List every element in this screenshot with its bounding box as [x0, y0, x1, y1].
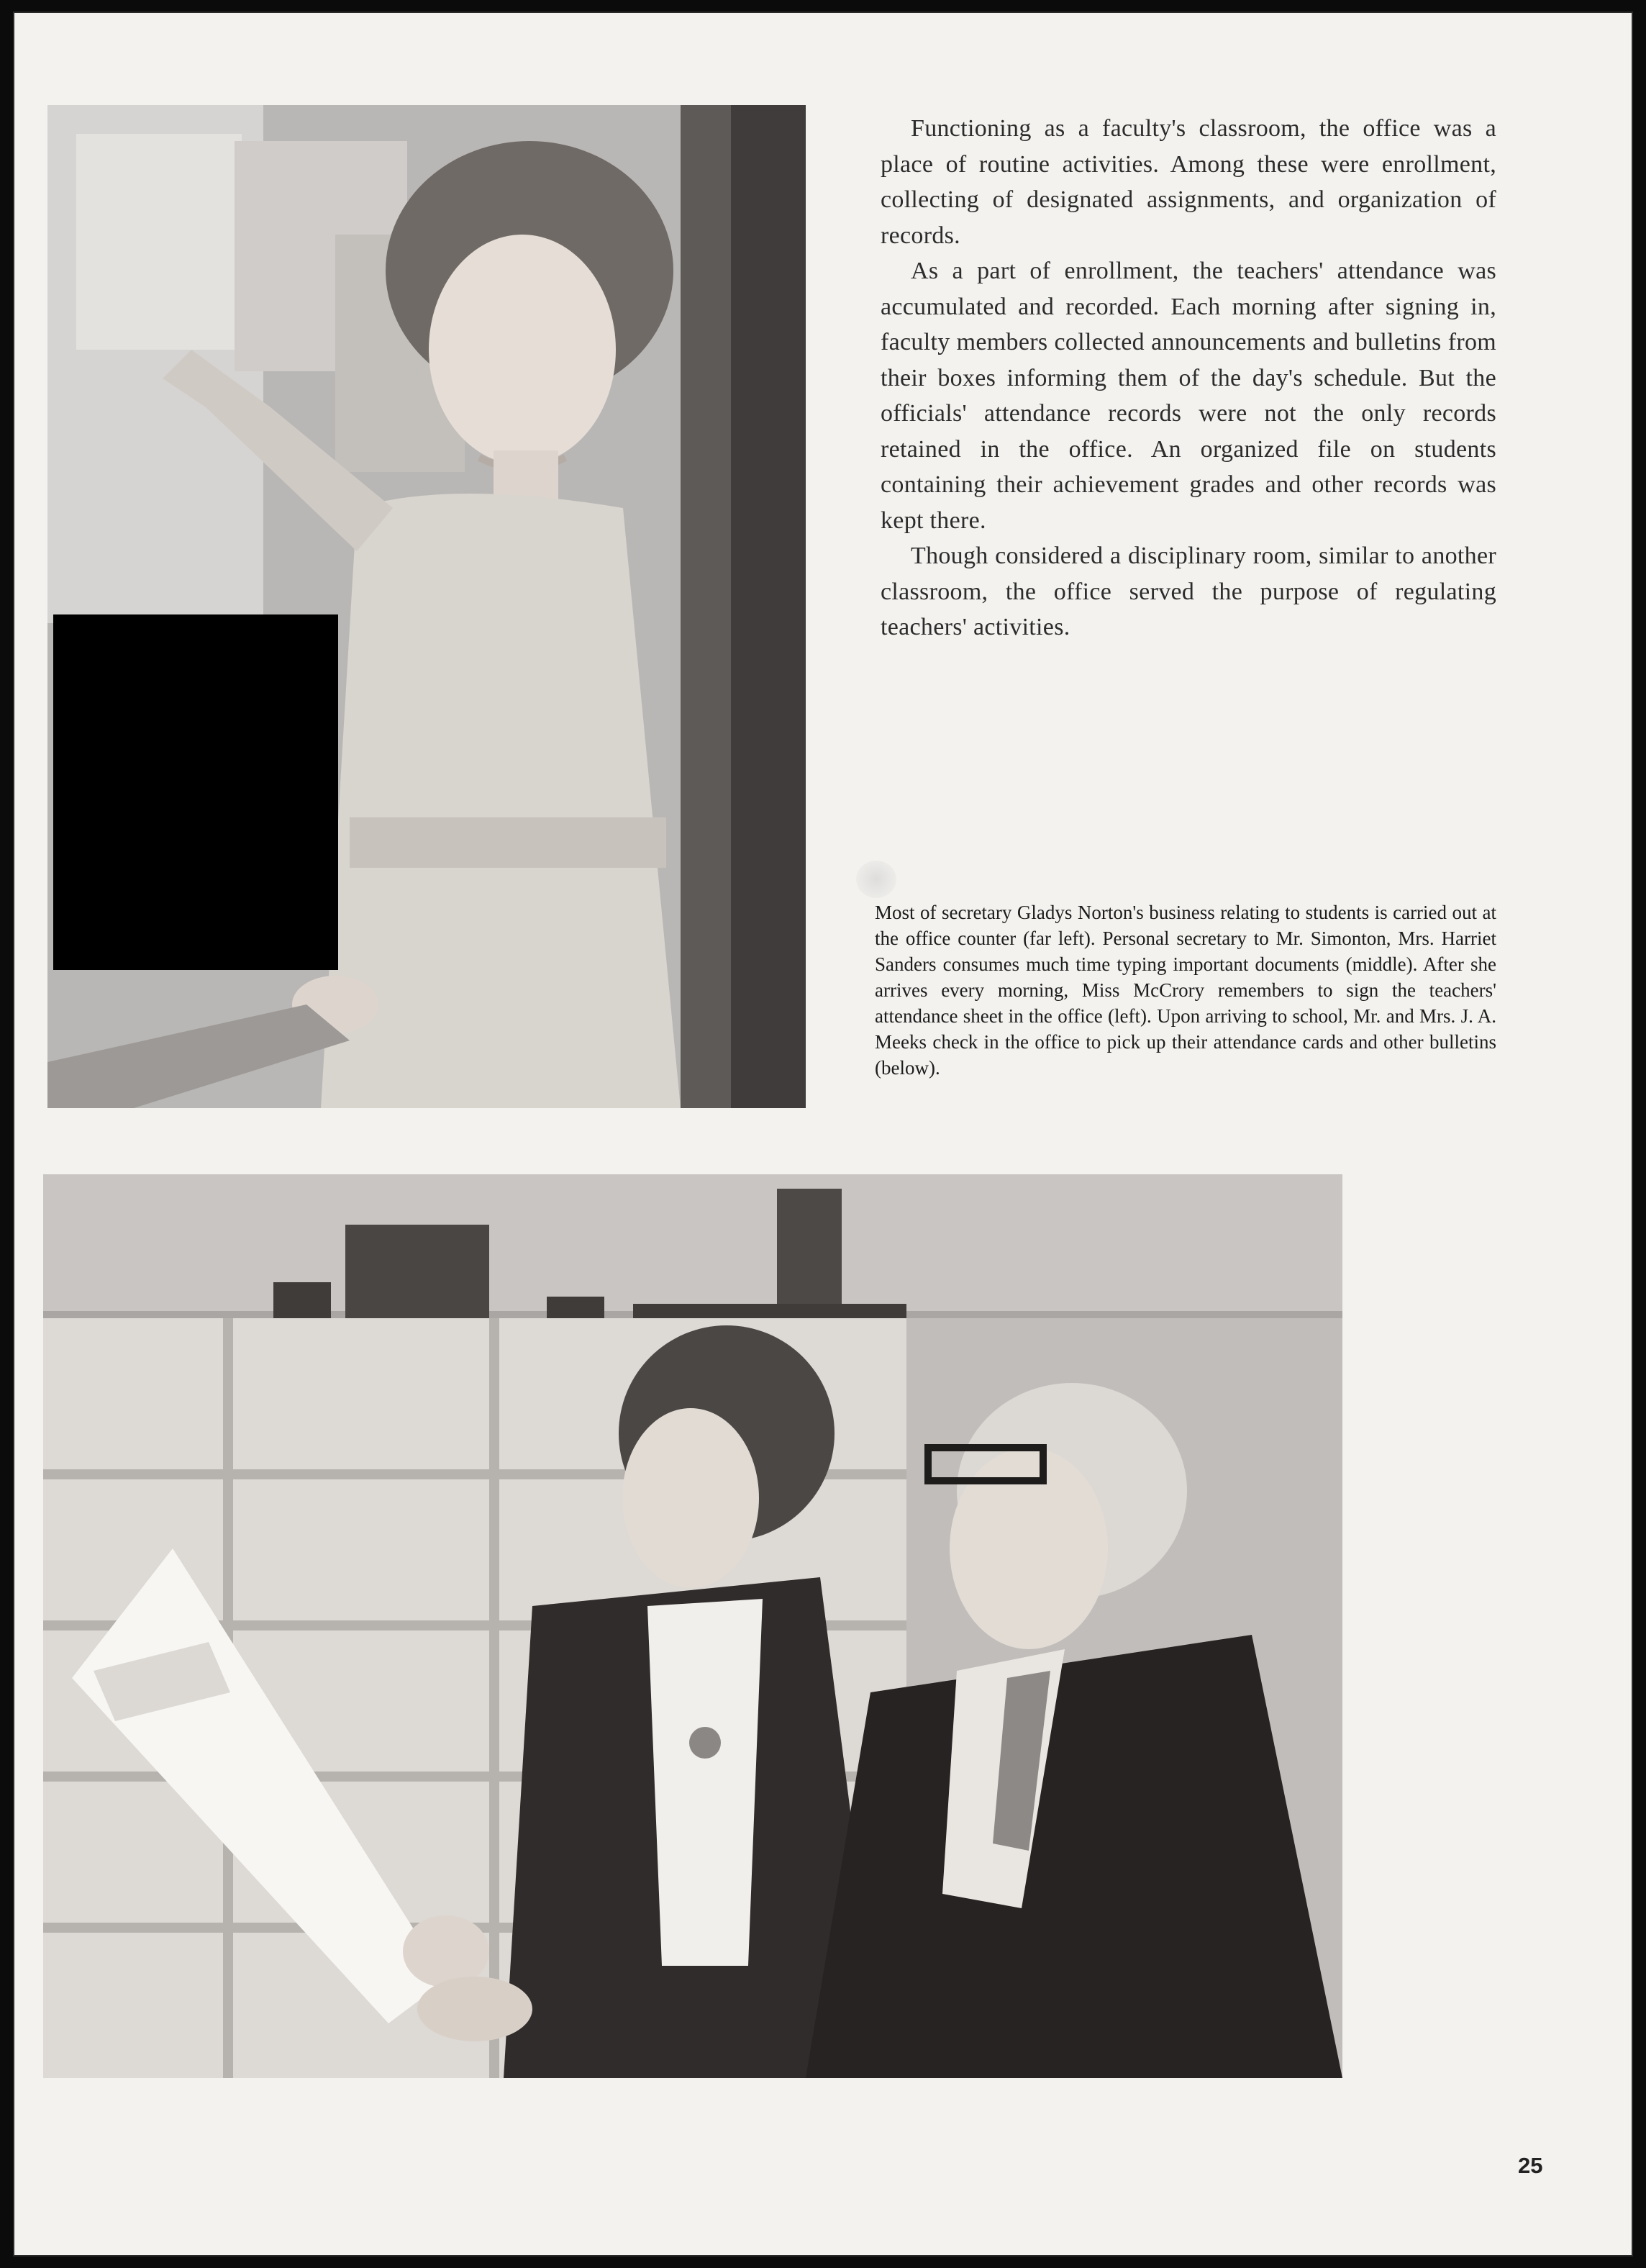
photo-caption: Most of secretary Gladys Norton's business relating to students is carried out at the office counter (far left). Personal secretary to Mr. Simonton, Mrs. Harriet Sanders consumes much time typing important documents (middle). After she arrives every morning, Miss McCrory remembers to sign the teachers' attendance sheet in the office (left). Upon arriving to school, Mr. and Mrs. J. A. Meeks check in the office to pick up their attendance cards and other bulletins (below). — [875, 902, 1496, 1079]
article-paragraph: Though considered a disciplinary room, similar to another classroom, the office served the purpose of regulating teachers' activities. — [881, 543, 1496, 640]
paper-stain — [856, 861, 896, 898]
article-paragraph: As a part of enrollment, the teachers' attendance was accumulated and recorded. Each morning after signing in, faculty members collected announcements and bulletins from their boxes informing them of the day's schedule. But the officials' attendance records were not the only records retained in the office. An organized file on students containing their achievement grades and other records was kept there. — [881, 258, 1496, 534]
photo-meeks-illustration — [43, 1174, 1342, 2078]
article-paragraph: Functioning as a faculty's classroom, the office was a place of routine activities. Among these were enrollment, collecting of designated assignments, and organization of records. — [881, 115, 1496, 249]
photo-meeks-checking-in — [43, 1174, 1342, 2078]
redaction-block — [53, 614, 338, 970]
yearbook-page — [13, 12, 1633, 2256]
article-body — [881, 111, 1496, 645]
page-number: 25 — [1518, 2153, 1543, 2178]
